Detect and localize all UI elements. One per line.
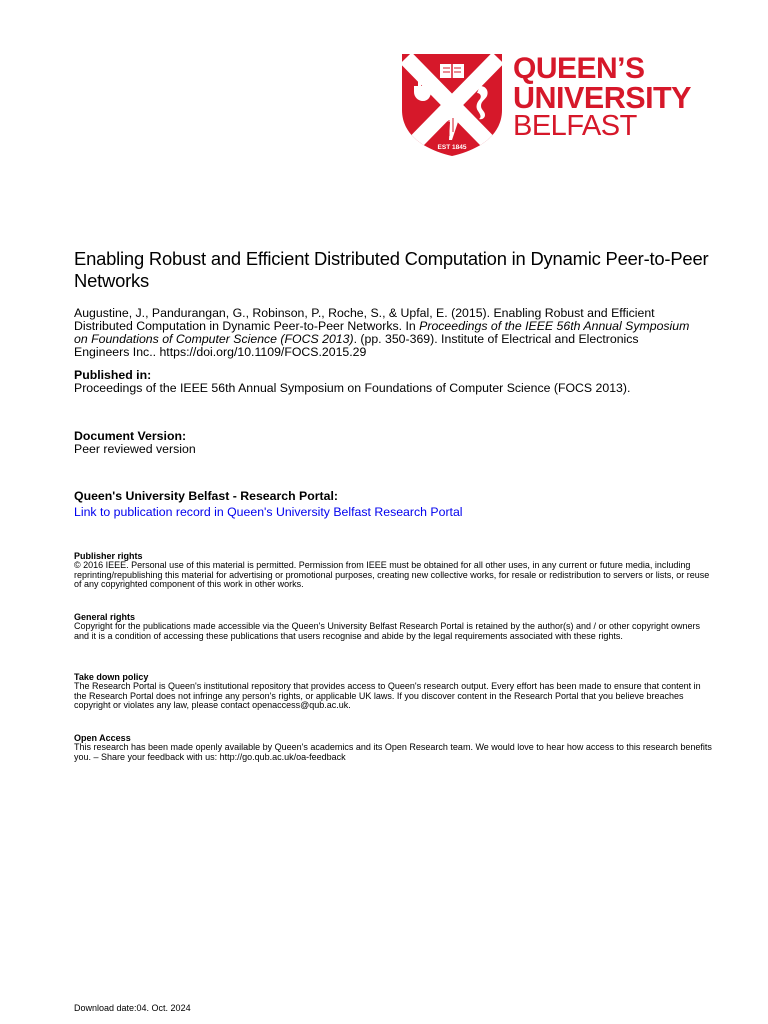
logo-line-1: QUEEN’S	[513, 52, 645, 85]
publication-record-link[interactable]: Link to publication record in Queen's University Belfast Research Portal	[74, 505, 463, 519]
open-access-text: This research has been made openly available by Queen's academics and its Open Research team. We would love to hear how access to this research benefits you. – Share your feedback with us: http://go.qub.ac.uk/oa-feedback	[74, 742, 712, 762]
general-rights-label: General rights	[74, 612, 136, 622]
published-in-text: Proceedings of the IEEE 56th Annual Symposium on Foundations of Computer Science (FOCS 2013).	[74, 381, 631, 395]
crest-est-text: EST 1845	[437, 144, 467, 151]
open-access-section	[74, 733, 714, 762]
publisher-rights-label: Publisher rights	[74, 551, 143, 561]
research-portal-label: Queen's University Belfast - Research Portal:	[74, 489, 338, 503]
general-rights-section	[74, 612, 714, 641]
download-date: Download date:04. Oct. 2024	[74, 1003, 191, 1013]
paper-title: Enabling Robust and Efficient Distributed Computation in Dynamic Peer-to-Peer Networks	[74, 248, 709, 291]
document-version-section	[74, 430, 714, 456]
publisher-rights-text: © 2016 IEEE. Personal use of this material is permitted. Permission from IEEE must be obtained for all other uses, in any current or future media, including reprinting/republishing this material for advertising or promotional purposes, creating new collective works, for resale or redistribution to servers or lists, or reuse of any copyrighted component of this work in other works.	[74, 560, 710, 590]
queens-university-crest-icon	[400, 52, 504, 158]
university-logo	[400, 52, 720, 162]
take-down-section	[74, 672, 714, 711]
document-version-label: Document Version:	[74, 429, 187, 443]
document-version-text: Peer reviewed version	[74, 442, 196, 456]
logo-line-2: UNIVERSITY	[513, 81, 692, 115]
citation-proceedings: Proceedings of the IEEE 56th Annual Symposium on Foundations of Computer Science (FOCS 2013)	[74, 319, 690, 346]
citation-authors: Augustine, J., Pandurangan, G., Robinson, P., Roche, S., & Upfal, E. (2015). Enabling Robust and Efficient Distributed Computation in Dynamic Peer-to-Peer Networks. In	[74, 306, 655, 333]
citation	[74, 307, 694, 359]
general-rights-text: Copyright for the publications made accessible via the Queen's University Belfast Research Portal is retained by the author(s) and / or other copyright owners and it is a condition of accessing these publications that users recognise and abide by the legal requirements associated with these rights.	[74, 621, 701, 641]
published-in-label: Published in:	[74, 368, 152, 382]
logo-wordmark	[513, 54, 691, 141]
citation-tail: . (pp. 350-369). Institute of Electrical and Electronics Engineers Inc.. https://doi.org/10.1109/FOCS.2015.29	[74, 332, 639, 359]
open-access-label: Open Access	[74, 733, 131, 743]
publisher-rights-section	[74, 551, 714, 590]
research-portal-section	[74, 490, 714, 521]
take-down-text: The Research Portal is Queen's institutional repository that provides access to Queen's research output. Every effort has been made to ensure that content in the Research Portal does not infringe any person's rights, or applicable UK laws. If you discover content in the Research Portal that you believe breaches copyright or violates any law, please contact openaccess@qub.ac.uk.	[74, 681, 701, 711]
take-down-label: Take down policy	[74, 672, 149, 682]
published-in-section	[74, 369, 714, 395]
logo-line-3: BELFAST	[513, 110, 637, 142]
